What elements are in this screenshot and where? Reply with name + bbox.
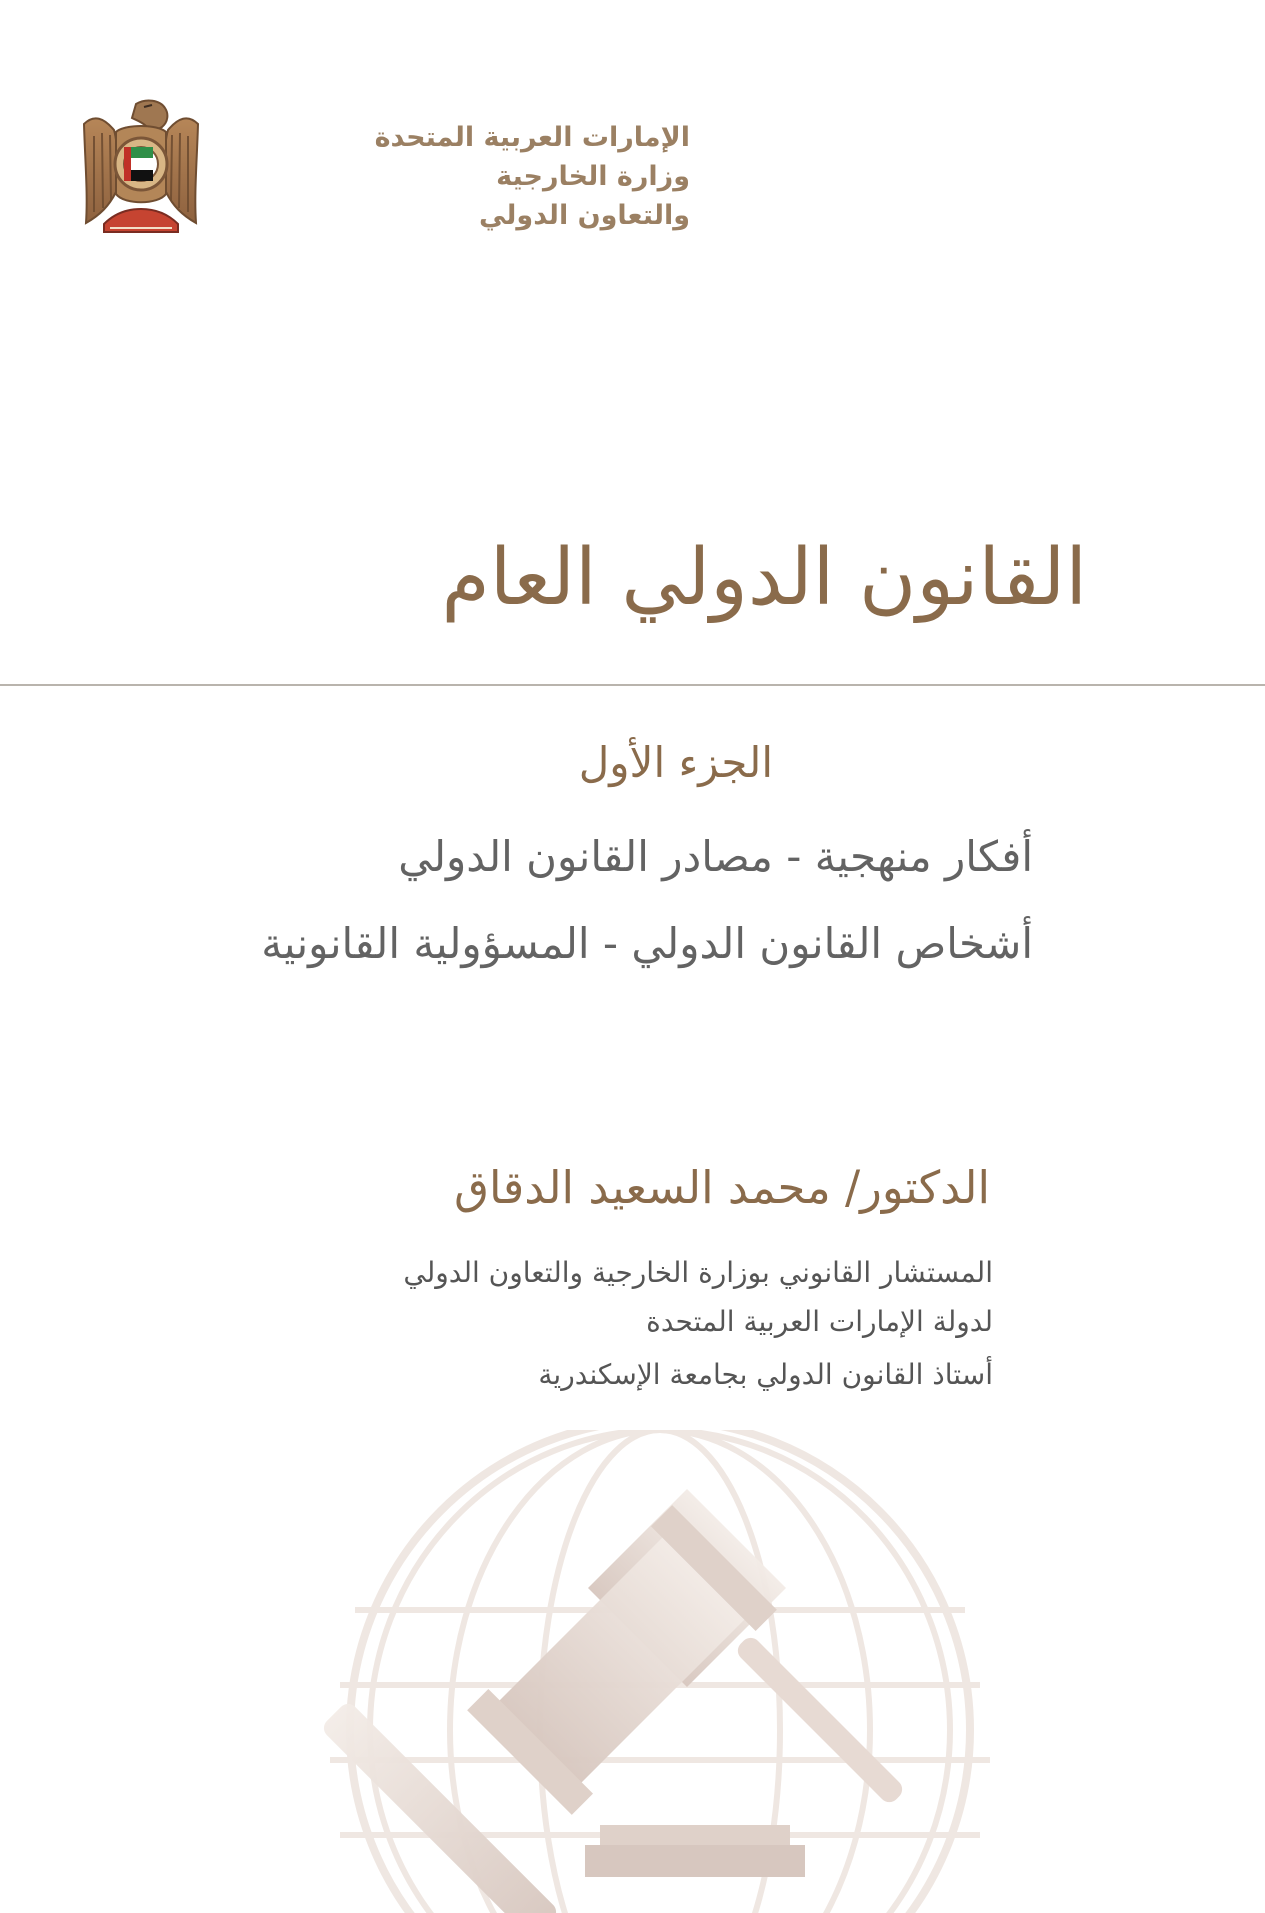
author-name: الدكتور/ محمد السعيد الدقاق — [454, 1161, 990, 1214]
author-description-line: لدولة الإمارات العربية المتحدة — [646, 1305, 993, 1338]
title-divider — [0, 684, 1265, 686]
subtitle-line: أشخاص القانون الدولي - المسؤولية القانونية — [261, 919, 1033, 968]
part-label: الجزء الأول — [578, 738, 773, 787]
ministry-name-block — [170, 118, 690, 235]
ministry-line: والتعاون الدولي — [478, 200, 690, 231]
ministry-line: الإمارات العربية المتحدة — [374, 122, 690, 153]
gavel-globe-icon — [300, 1430, 1030, 1913]
author-description-line: أستاذ القانون الدولي بجامعة الإسكندرية — [538, 1358, 993, 1391]
book-title: القانون الدولي العام — [441, 533, 1087, 623]
author-description-line: المستشار القانوني بوزارة الخارجية والتعاون الدولي — [403, 1256, 993, 1289]
subtitle-line: أفكار منهجية - مصادر القانون الدولي — [398, 832, 1033, 881]
ministry-line: وزارة الخارجية — [496, 161, 690, 192]
